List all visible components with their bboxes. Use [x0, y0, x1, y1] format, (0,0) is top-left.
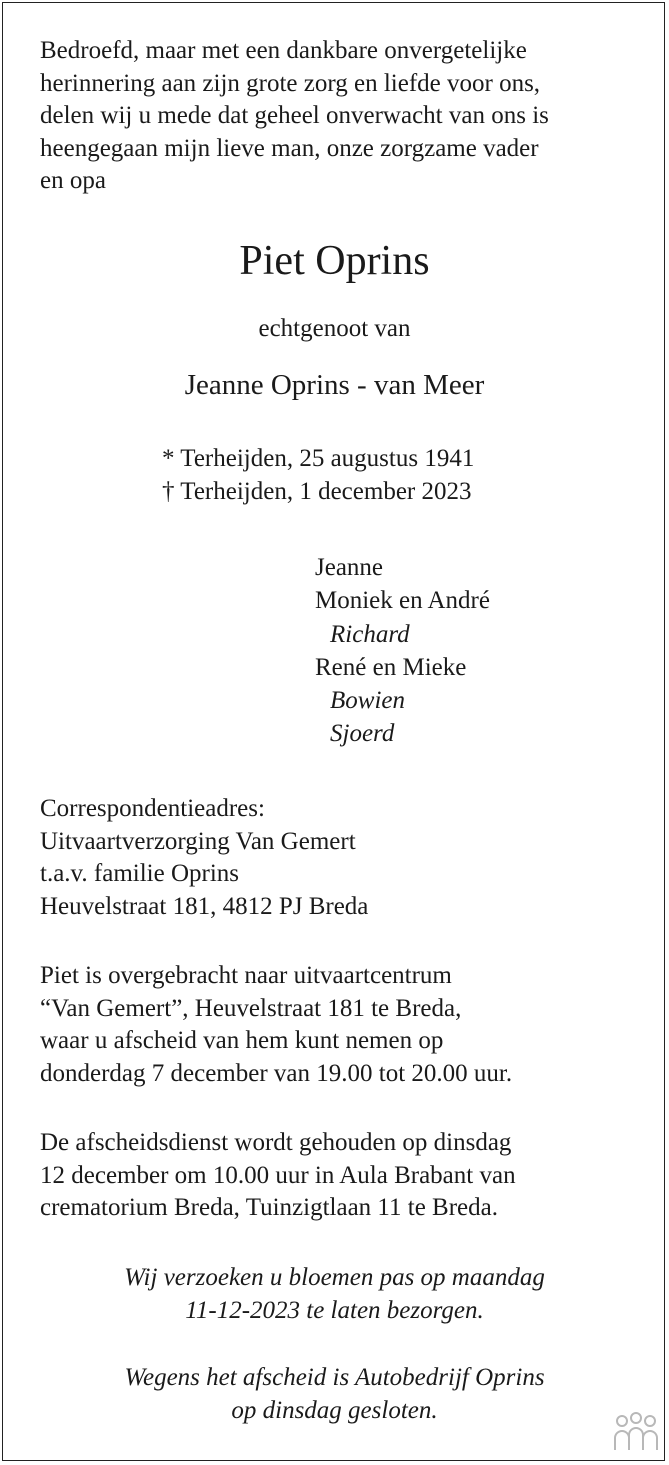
intro-line: en opa	[40, 167, 106, 194]
address-line: Correspondentieadres:	[40, 795, 265, 822]
service-line: 12 december om 10.00 uur in Aula Brabant van	[40, 1161, 516, 1189]
closing-line: op dinsdag gesloten.	[231, 1396, 438, 1424]
grandchild: Sjoerd	[330, 720, 395, 748]
address-line: Heuvelstraat 181, 4812 PJ Breda	[40, 892, 369, 920]
people-group-icon	[612, 1412, 660, 1452]
birth-line: * Terheijden, 25 augustus 1941	[162, 445, 475, 472]
service-line: crematorium Breda, Tuinzigtlaan 11 te Breda.	[40, 1194, 498, 1221]
correspondence-address	[40, 793, 368, 923]
intro-paragraph	[40, 35, 549, 198]
viewing-line: waar u afscheid van hem kunt nemen op	[40, 1027, 444, 1054]
grandchild: Bowien	[330, 687, 405, 715]
relation-label: echtgenoot van	[258, 315, 411, 342]
viewing-paragraph	[40, 960, 512, 1090]
intro-line: Bedroefd, maar met een dankbare onvergetelijke	[40, 37, 527, 64]
address-line: Uitvaartverzorging Van Gemert	[40, 827, 356, 855]
family-list	[315, 551, 490, 751]
service-paragraph	[40, 1127, 516, 1225]
service-line: De afscheidsdienst wordt gehouden op dinsdag	[40, 1129, 512, 1156]
death-line: † Terheijden, 1 december 2023	[162, 477, 472, 505]
flowers-line: 11-12-2023 te laten bezorgen.	[185, 1296, 484, 1324]
closing-note	[0, 1362, 669, 1427]
closing-line: Wegens het afscheid is Autobedrijf Oprins	[124, 1364, 545, 1391]
address-line: t.a.v. familie Oprins	[40, 860, 240, 887]
family-member: René en Mieke	[315, 653, 467, 681]
family-member: Jeanne	[315, 554, 384, 581]
grandchild: Richard	[330, 620, 410, 648]
intro-line: herinnering aan zijn grote zorg en liefde voor ons,	[40, 69, 541, 97]
spouse-name: Jeanne Oprins - van Meer	[184, 369, 485, 401]
intro-line: heengegaan mijn lieve man, onze zorgzame vader	[40, 134, 539, 162]
life-dates	[162, 443, 474, 508]
viewing-line: “Van Gemert”, Heuvelstraat 181 te Breda,	[40, 994, 462, 1022]
viewing-line: Piet is overgebracht naar uitvaartcentrum	[40, 962, 452, 989]
deceased-name: Piet Oprins	[239, 238, 430, 284]
family-member: Moniek en André	[315, 587, 490, 615]
flowers-line: Wij verzoeken u bloemen pas op maandag	[124, 1264, 545, 1291]
intro-line: delen wij u mede dat geheel onverwacht van ons is	[40, 102, 549, 129]
viewing-line: donderdag 7 december van 19.00 tot 20.00 uur.	[40, 1059, 513, 1087]
flowers-note	[0, 1262, 669, 1327]
